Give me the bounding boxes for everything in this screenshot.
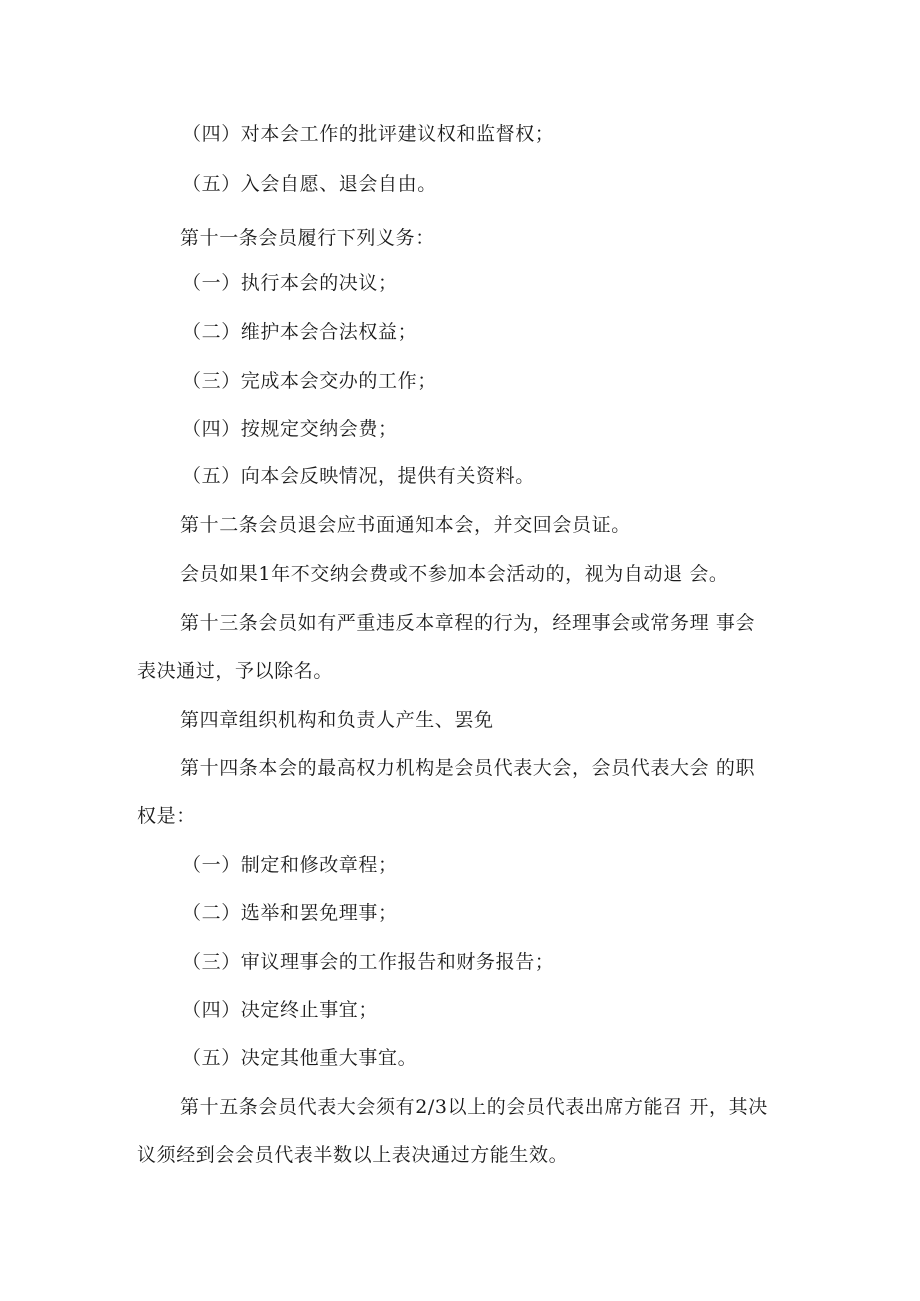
- text-line: （四）按规定交纳会费；: [182, 418, 398, 440]
- article-paragraph: 会员如果1年不交纳会费或不参加本会活动的，视为自动退 会。: [180, 563, 729, 585]
- text-line: （一）执行本会的决议；: [182, 272, 398, 294]
- article-paragraph: 第十四条本会的最高权力机构是会员代表大会，会员代表大会 的职: [180, 757, 756, 779]
- text-line: （四）对本会工作的批评建议权和监督权；: [182, 123, 555, 145]
- text-line: （五）决定其他重大事宜。: [182, 1047, 418, 1069]
- chapter-heading: 第四章组织机构和负责人产生、罢免: [180, 709, 494, 731]
- article-paragraph: 第十三条会员如有严重违反本章程的行为，经理事会或常务理 事会: [180, 612, 756, 634]
- article-paragraph-continued: 议须经到会会员代表半数以上表决通过方能生效。: [137, 1144, 569, 1166]
- text-line: （三）审议理事会的工作报告和财务报告；: [182, 951, 555, 973]
- text-line: （一）制定和修改章程；: [182, 854, 398, 876]
- text-line: （五）向本会反映情况，提供有关资料。: [182, 465, 535, 487]
- article-paragraph-continued: 表决通过，予以除名。: [137, 660, 334, 682]
- text-line: （二）选举和罢免理事；: [182, 902, 398, 924]
- text-line: （五）入会自愿、退会自由。: [182, 173, 437, 195]
- text-line: （四）决定终止事宜；: [182, 999, 379, 1021]
- article-paragraph-continued: 权是：: [137, 805, 196, 827]
- text-line: （二）维护本会合法权益；: [182, 321, 418, 343]
- text-line: （三）完成本会交办的工作；: [182, 370, 437, 392]
- article-paragraph: 第十五条会员代表大会须有2/3以上的会员代表出席方能召 开，其决: [180, 1096, 768, 1118]
- article-paragraph: 第十二条会员退会应书面通知本会，并交回会员证。: [180, 514, 631, 536]
- article-heading: 第十一条会员履行下列义务：: [180, 227, 435, 249]
